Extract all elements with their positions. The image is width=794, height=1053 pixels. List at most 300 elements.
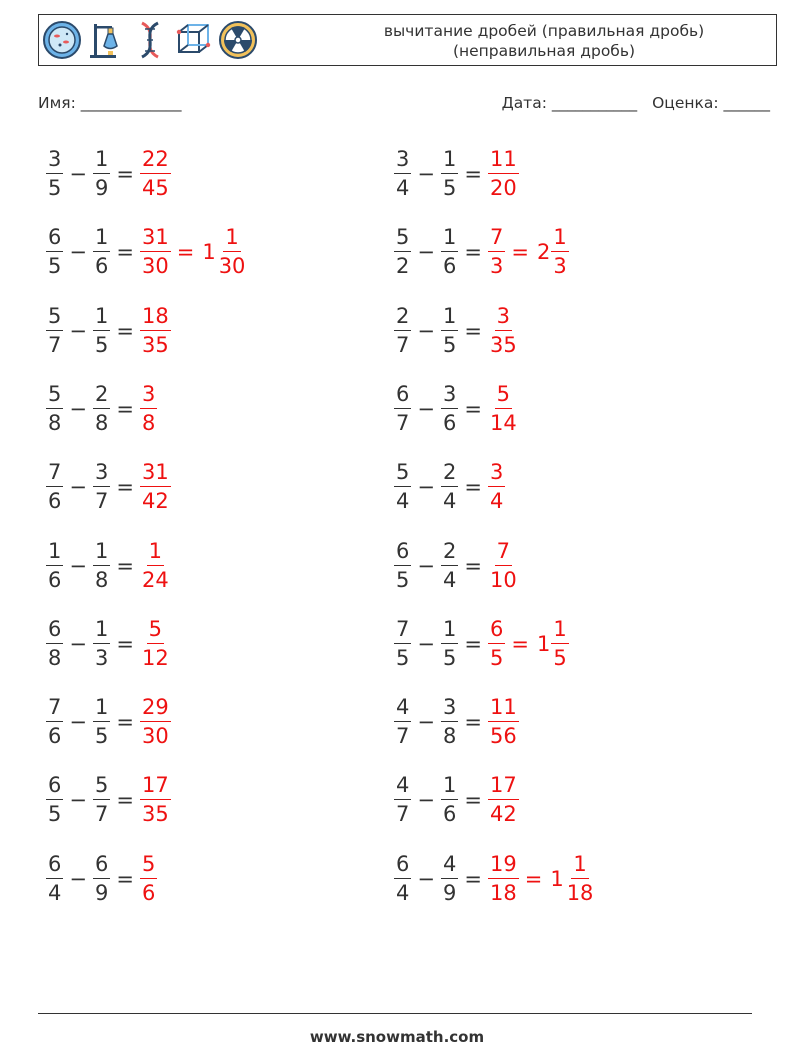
- denominator: 35: [141, 802, 169, 826]
- numerator: 3: [488, 459, 505, 487]
- answer: [488, 616, 569, 671]
- answer: [488, 224, 569, 279]
- denominator: 5: [48, 802, 62, 826]
- numerator: 5: [93, 772, 110, 800]
- subtrahend-fraction: [93, 381, 110, 436]
- denominator: 3: [94, 646, 109, 670]
- minus-sign: −: [69, 396, 87, 421]
- minuend-fraction: [394, 772, 411, 827]
- mixed-number: [537, 616, 569, 671]
- equals-sign: =: [511, 239, 529, 264]
- minuend-fraction: [46, 772, 63, 827]
- minuend-fraction: [46, 694, 63, 749]
- numerator: 11: [488, 146, 519, 174]
- numerator: 22: [140, 146, 171, 174]
- minuend-fraction: [46, 303, 63, 358]
- date-field: Дата: ___________: [501, 94, 638, 112]
- subtrahend-fraction: [441, 381, 458, 436]
- denominator: 5: [396, 646, 410, 670]
- denominator: 18: [489, 881, 517, 905]
- numerator: 1: [93, 224, 110, 252]
- numerator: 1: [93, 303, 110, 331]
- denominator: 5: [48, 254, 62, 278]
- numerator: 3: [441, 381, 458, 409]
- minuend-fraction: [46, 616, 63, 671]
- equals-sign: =: [464, 396, 482, 421]
- denominator: 5: [553, 646, 567, 670]
- numerator: 1: [93, 146, 110, 174]
- mixed-number: [537, 224, 569, 279]
- denominator: 2: [396, 254, 410, 278]
- subtrahend-fraction: [441, 851, 458, 906]
- equals-sign: =: [116, 161, 134, 186]
- subtrahend-fraction: [93, 538, 110, 593]
- denominator: 5: [442, 646, 457, 670]
- numerator: 2: [93, 381, 110, 409]
- answer: [488, 146, 519, 201]
- numerator: 31: [140, 459, 171, 487]
- answer-fraction: [488, 694, 519, 749]
- numerator: 1: [441, 224, 458, 252]
- answer: [140, 538, 171, 593]
- worksheet-header: [38, 14, 777, 66]
- minus-sign: −: [417, 161, 435, 186]
- numerator: 6: [394, 381, 411, 409]
- numerator: 17: [140, 772, 171, 800]
- subtrahend-fraction: [441, 772, 458, 827]
- minuend-fraction: [394, 616, 411, 671]
- problem-item: [46, 538, 171, 593]
- denominator: 9: [94, 176, 109, 200]
- answer: [488, 303, 519, 358]
- answer-fraction: [488, 772, 519, 827]
- mixed-whole: 1: [202, 239, 216, 264]
- denominator: 3: [489, 254, 504, 278]
- numerator: 6: [93, 851, 110, 879]
- numerator: 5: [394, 224, 411, 252]
- equals-sign: =: [464, 161, 482, 186]
- denominator: 7: [396, 333, 410, 357]
- denominator: 7: [396, 724, 410, 748]
- answer-fraction: [488, 459, 505, 514]
- footer-divider: [38, 1013, 752, 1014]
- answer: [488, 851, 595, 906]
- numerator: 7: [394, 616, 411, 644]
- minus-sign: −: [417, 709, 435, 734]
- numerator: 1: [147, 538, 164, 566]
- radiation-icon: [218, 20, 258, 60]
- minuend-fraction: [394, 224, 411, 279]
- minuend-fraction: [46, 381, 63, 436]
- subtrahend-fraction: [441, 616, 458, 671]
- date-score-fields: [492, 94, 770, 112]
- lab-stand-flask-icon: [86, 20, 126, 60]
- subtrahend-fraction: [93, 146, 110, 201]
- answer: [488, 459, 505, 514]
- equals-sign: =: [116, 474, 134, 499]
- minus-sign: −: [69, 239, 87, 264]
- denominator: 4: [396, 881, 410, 905]
- subtrahend-fraction: [93, 772, 110, 827]
- numerator: 5: [46, 381, 63, 409]
- minuend-fraction: [394, 851, 411, 906]
- numerator: 3: [394, 146, 411, 174]
- denominator: 10: [489, 568, 517, 592]
- problem-item: [394, 381, 519, 436]
- denominator: 7: [94, 489, 109, 513]
- mixed-fraction: [565, 851, 596, 906]
- numerator: 29: [140, 694, 171, 722]
- answer-fraction: [140, 538, 171, 593]
- problem-item: [46, 303, 171, 358]
- numerator: 5: [495, 381, 512, 409]
- answer: [488, 694, 519, 749]
- minuend-fraction: [46, 224, 63, 279]
- mixed-number: [202, 224, 247, 279]
- numerator: 6: [46, 616, 63, 644]
- minus-sign: −: [417, 396, 435, 421]
- mixed-whole: 1: [550, 866, 564, 891]
- denominator: 12: [141, 646, 169, 670]
- numerator: 6: [46, 224, 63, 252]
- minus-sign: −: [417, 474, 435, 499]
- name-field: Имя: _____________: [38, 94, 182, 112]
- subtrahend-fraction: [441, 538, 458, 593]
- numerator: 1: [551, 616, 568, 644]
- denominator: 18: [566, 881, 594, 905]
- equals-sign: =: [524, 866, 543, 891]
- denominator: 8: [48, 646, 62, 670]
- denominator: 56: [489, 724, 517, 748]
- minuend-fraction: [394, 459, 411, 514]
- denominator: 4: [489, 489, 504, 513]
- answer: [140, 616, 171, 671]
- numerator: 5: [394, 459, 411, 487]
- numerator: 2: [441, 459, 458, 487]
- mixed-fraction: [551, 616, 568, 671]
- equals-sign: =: [116, 396, 134, 421]
- denominator: 3: [553, 254, 567, 278]
- numerator: 1: [571, 851, 588, 879]
- minus-sign: −: [417, 318, 435, 343]
- problem-item: [394, 146, 519, 201]
- answer: [488, 381, 519, 436]
- denominator: 5: [489, 646, 504, 670]
- denominator: 8: [94, 568, 109, 592]
- denominator: 7: [396, 411, 410, 435]
- numerator: 7: [488, 224, 505, 252]
- answer: [140, 381, 157, 436]
- denominator: 7: [94, 802, 109, 826]
- problem-item: [46, 694, 171, 749]
- minus-sign: −: [69, 866, 87, 891]
- answer-fraction: [140, 851, 157, 906]
- petri-dish-icon: [42, 20, 82, 60]
- equals-sign: =: [116, 787, 134, 812]
- answer: [488, 772, 519, 827]
- denominator: 7: [48, 333, 62, 357]
- answer-fraction: [488, 146, 519, 201]
- equals-sign: =: [464, 239, 482, 264]
- subtrahend-fraction: [441, 459, 458, 514]
- mixed-number: [550, 851, 595, 906]
- numerator: 1: [46, 538, 63, 566]
- minuend-fraction: [394, 538, 411, 593]
- numerator: 7: [495, 538, 512, 566]
- denominator: 8: [442, 724, 457, 748]
- denominator: 7: [396, 802, 410, 826]
- denominator: 6: [48, 724, 62, 748]
- minuend-fraction: [394, 381, 411, 436]
- answer: [488, 538, 519, 593]
- denominator: 4: [442, 489, 457, 513]
- numerator: 1: [93, 616, 110, 644]
- denominator: 4: [442, 568, 457, 592]
- minuend-fraction: [46, 851, 63, 906]
- equals-sign: =: [464, 787, 482, 812]
- denominator: 8: [48, 411, 62, 435]
- denominator: 42: [489, 802, 517, 826]
- minus-sign: −: [417, 787, 435, 812]
- numerator: 6: [394, 538, 411, 566]
- denominator: 35: [141, 333, 169, 357]
- denominator: 30: [141, 724, 169, 748]
- dna-icon: [130, 20, 170, 60]
- problem-item: [46, 381, 157, 436]
- denominator: 6: [141, 881, 156, 905]
- denominator: 45: [141, 176, 169, 200]
- minuend-fraction: [394, 146, 411, 201]
- numerator: 4: [394, 694, 411, 722]
- equals-sign: =: [176, 239, 195, 264]
- numerator: 3: [441, 694, 458, 722]
- worksheet-title: [334, 21, 754, 61]
- mixed-fraction: [551, 224, 568, 279]
- answer-fraction: [488, 851, 519, 906]
- equals-sign: =: [464, 709, 482, 734]
- denominator: 5: [442, 176, 457, 200]
- subtrahend-fraction: [93, 459, 110, 514]
- mixed-whole: 2: [536, 239, 551, 264]
- denominator: 6: [94, 254, 109, 278]
- mixed-fraction: [217, 224, 248, 279]
- numerator: 5: [140, 851, 157, 879]
- answer-fraction: [140, 224, 171, 279]
- numerator: 1: [441, 616, 458, 644]
- denominator: 14: [489, 411, 517, 435]
- answer: [140, 459, 171, 514]
- minus-sign: −: [69, 553, 87, 578]
- denominator: 6: [442, 254, 457, 278]
- numerator: 6: [46, 851, 63, 879]
- denominator: 5: [442, 333, 457, 357]
- denominator: 6: [442, 411, 457, 435]
- numerator: 18: [140, 303, 171, 331]
- numerator: 3: [495, 303, 512, 331]
- subtrahend-fraction: [93, 303, 110, 358]
- numerator: 5: [147, 616, 164, 644]
- problem-item: [394, 224, 569, 279]
- denominator: 4: [396, 176, 410, 200]
- answer: [140, 772, 171, 827]
- subtrahend-fraction: [441, 694, 458, 749]
- numerator: 2: [441, 538, 458, 566]
- problem-item: [46, 146, 171, 201]
- problem-item: [394, 538, 519, 593]
- denominator: 9: [94, 881, 109, 905]
- denominator: 5: [94, 333, 109, 357]
- denominator: 30: [218, 254, 246, 278]
- answer-fraction: [140, 381, 157, 436]
- subtrahend-fraction: [441, 146, 458, 201]
- answer-fraction: [140, 459, 171, 514]
- answer-fraction: [488, 616, 505, 671]
- denominator: 5: [396, 568, 410, 592]
- cube-icon: [174, 20, 214, 60]
- answer-fraction: [140, 616, 171, 671]
- equals-sign: =: [116, 866, 134, 891]
- numerator: 6: [488, 616, 505, 644]
- numerator: 1: [551, 224, 568, 252]
- subtrahend-fraction: [93, 224, 110, 279]
- numerator: 4: [441, 851, 458, 879]
- denominator: 30: [141, 254, 169, 278]
- equals-sign: =: [464, 631, 482, 656]
- minus-sign: −: [69, 161, 87, 186]
- denominator: 9: [442, 881, 457, 905]
- denominator: 6: [442, 802, 457, 826]
- problem-item: [394, 772, 519, 827]
- numerator: 11: [488, 694, 519, 722]
- equals-sign: =: [464, 318, 482, 343]
- numerator: 4: [394, 772, 411, 800]
- minus-sign: −: [69, 318, 87, 343]
- subtrahend-fraction: [441, 303, 458, 358]
- subtrahend-fraction: [93, 851, 110, 906]
- equals-sign: =: [464, 474, 482, 499]
- equals-sign: =: [464, 553, 482, 578]
- answer: [140, 224, 247, 279]
- numerator: 2: [394, 303, 411, 331]
- numerator: 6: [46, 772, 63, 800]
- equals-sign: =: [511, 631, 529, 656]
- denominator: 42: [141, 489, 169, 513]
- equals-sign: =: [116, 553, 134, 578]
- equals-sign: =: [116, 318, 134, 343]
- denominator: 6: [48, 568, 62, 592]
- numerator: 3: [140, 381, 157, 409]
- answer: [140, 851, 157, 906]
- problem-item: [394, 459, 505, 514]
- problem-item: [394, 616, 569, 671]
- subtrahend-fraction: [93, 694, 110, 749]
- problem-item: [46, 772, 171, 827]
- problem-item: [46, 224, 247, 279]
- answer: [140, 146, 171, 201]
- denominator: 5: [48, 176, 62, 200]
- denominator: 4: [48, 881, 62, 905]
- minus-sign: −: [417, 866, 435, 891]
- title-line-1: вычитание дробей (правильная дробь): [383, 22, 705, 40]
- minus-sign: −: [69, 474, 87, 499]
- numerator: 1: [93, 538, 110, 566]
- problem-item: [46, 851, 157, 906]
- subtrahend-fraction: [441, 224, 458, 279]
- minuend-fraction: [394, 694, 411, 749]
- denominator: 8: [141, 411, 156, 435]
- answer-fraction: [488, 538, 519, 593]
- problem-item: [394, 303, 519, 358]
- answer-fraction: [488, 303, 519, 358]
- subtrahend-fraction: [93, 616, 110, 671]
- answer-fraction: [488, 381, 519, 436]
- minuend-fraction: [46, 146, 63, 201]
- answer-fraction: [140, 303, 171, 358]
- minus-sign: −: [69, 787, 87, 812]
- problem-item: [46, 616, 171, 671]
- answer: [140, 303, 171, 358]
- numerator: 17: [488, 772, 519, 800]
- minus-sign: −: [417, 239, 435, 264]
- numerator: 19: [488, 851, 519, 879]
- minuend-fraction: [46, 459, 63, 514]
- equals-sign: =: [116, 239, 134, 264]
- answer-fraction: [140, 694, 171, 749]
- numerator: 1: [93, 694, 110, 722]
- numerator: 1: [441, 146, 458, 174]
- minus-sign: −: [417, 631, 435, 656]
- problem-item: [394, 851, 595, 906]
- denominator: 24: [141, 568, 169, 592]
- answer-fraction: [140, 772, 171, 827]
- equals-sign: =: [464, 866, 482, 891]
- denominator: 20: [489, 176, 517, 200]
- denominator: 4: [396, 489, 410, 513]
- numerator: 1: [441, 303, 458, 331]
- numerator: 3: [93, 459, 110, 487]
- minus-sign: −: [69, 631, 87, 656]
- answer-fraction: [140, 146, 171, 201]
- problem-item: [46, 459, 171, 514]
- header-icons: [42, 20, 258, 60]
- minus-sign: −: [69, 709, 87, 734]
- numerator: 7: [46, 459, 63, 487]
- title-line-2: (неправильная дробь): [452, 42, 636, 60]
- denominator: 35: [489, 333, 517, 357]
- minuend-fraction: [46, 538, 63, 593]
- numerator: 7: [46, 694, 63, 722]
- equals-sign: =: [116, 631, 134, 656]
- answer: [140, 694, 171, 749]
- numerator: 3: [46, 146, 63, 174]
- minuend-fraction: [394, 303, 411, 358]
- footer-site: www.snowmath.com: [309, 1028, 485, 1046]
- minus-sign: −: [417, 553, 435, 578]
- numerator: 5: [46, 303, 63, 331]
- numerator: 1: [223, 224, 240, 252]
- equals-sign: =: [116, 709, 134, 734]
- numerator: 1: [441, 772, 458, 800]
- denominator: 6: [48, 489, 62, 513]
- denominator: 8: [94, 411, 109, 435]
- numerator: 31: [140, 224, 171, 252]
- mixed-whole: 1: [536, 631, 551, 656]
- score-field: Оценка: ______: [652, 94, 770, 112]
- numerator: 6: [394, 851, 411, 879]
- answer-fraction: [488, 224, 505, 279]
- problem-item: [394, 694, 519, 749]
- denominator: 5: [94, 724, 109, 748]
